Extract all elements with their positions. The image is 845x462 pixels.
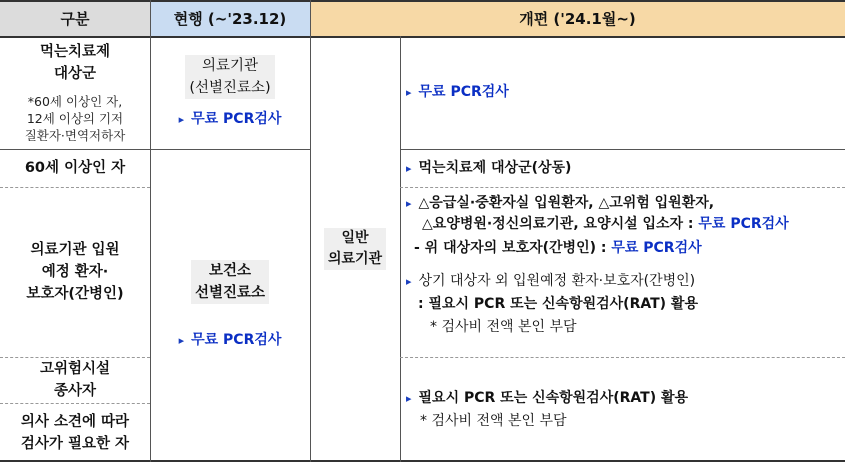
row2-category-label: 60세 이상인 자 [24, 160, 126, 176]
divider [400, 357, 845, 358]
divider [400, 36, 401, 462]
general-clinic-label: 일반 의료기관 [324, 228, 386, 270]
general-clinic-cell [310, 36, 400, 462]
bullet-icon: ▸ [406, 161, 412, 175]
header-new [310, 0, 845, 36]
row3-line5: * 검사비 전액 본인 부담 [430, 319, 577, 335]
row3-category [0, 187, 150, 357]
bullet-icon: ▸ [406, 391, 412, 405]
row1-category-label: 먹는치료제 대상군 [39, 44, 111, 82]
row5-category-label: 의사 소견에 따라 검사가 필요한 자 [20, 413, 130, 452]
row1-new-free: 무료 PCR검사 [418, 84, 509, 100]
row4-category-label: 고위험시설 종사자 [39, 361, 111, 399]
current-group-title: 보건소 선별진료소 [191, 260, 269, 304]
row45-line1: 필요시 PCR 또는 신속항원검사(RAT) 활용 [418, 389, 689, 406]
bullet-icon: ▸ [406, 275, 412, 288]
bullet-icon: ▸ [406, 86, 412, 99]
divider [0, 0, 845, 2]
divider [150, 0, 151, 462]
row1-category-note: *60세 이상인 자, 12세 이상의 기저 질환자·면역저하자 [24, 94, 126, 143]
header-category-label: 구분 [60, 9, 90, 28]
row1-new [400, 36, 845, 149]
row1-current [150, 36, 310, 149]
divider [400, 149, 845, 150]
row2-new [400, 149, 845, 187]
row3-new [400, 187, 845, 357]
header-current-label: 현행 (~'23.12) [173, 9, 287, 28]
row5-category [0, 403, 150, 462]
row1-current-title: 의료기관 (선별진료소) [185, 55, 274, 99]
bullet-icon: ▸ [178, 113, 185, 126]
current-group [150, 149, 310, 462]
row2-new-text: 먹는치료제 대상군(상동) [418, 159, 572, 176]
row3-category-label: 의료기관 입원 예정 환자· 보호자(간병인) [26, 242, 124, 302]
row3-line1a: △응급실·중환자실 입원환자, △고위험 입원환자, [418, 195, 715, 211]
header-category [0, 0, 150, 36]
bullet-icon: ▸ [406, 197, 412, 210]
bullet-icon: ▸ [178, 334, 185, 347]
row3-line4: : 필요시 PCR 또는 신속항원검사(RAT) 활용 [418, 296, 698, 312]
row3-line1b-free: 무료 PCR검사 [698, 216, 789, 232]
row1-category [0, 36, 150, 149]
divider [0, 149, 310, 150]
divider [400, 187, 845, 188]
row2-category [0, 149, 150, 187]
row45-line2: * 검사비 전액 본인 부담 [420, 412, 567, 429]
divider [310, 0, 311, 462]
divider [0, 357, 150, 358]
current-group-free: 무료 PCR검사 [191, 332, 282, 348]
row3-line2: - 위 대상자의 보호자(간병인) : [414, 240, 612, 256]
divider [0, 187, 150, 188]
row45-new [400, 357, 845, 462]
divider [0, 36, 845, 38]
header-current [150, 0, 310, 36]
row3-line2-free: 무료 PCR검사 [611, 240, 702, 256]
row3-line3: 상기 대상자 외 입원예정 환자·보호자(간병인) [418, 273, 696, 289]
row4-category [0, 357, 150, 403]
row1-current-free: 무료 PCR검사 [191, 111, 282, 127]
header-new-label: 개편 ('24.1월~) [519, 9, 636, 28]
divider [0, 403, 150, 404]
row3-line1b: △요양병원·정신의료기관, 요양시설 입소자 : [422, 216, 699, 232]
